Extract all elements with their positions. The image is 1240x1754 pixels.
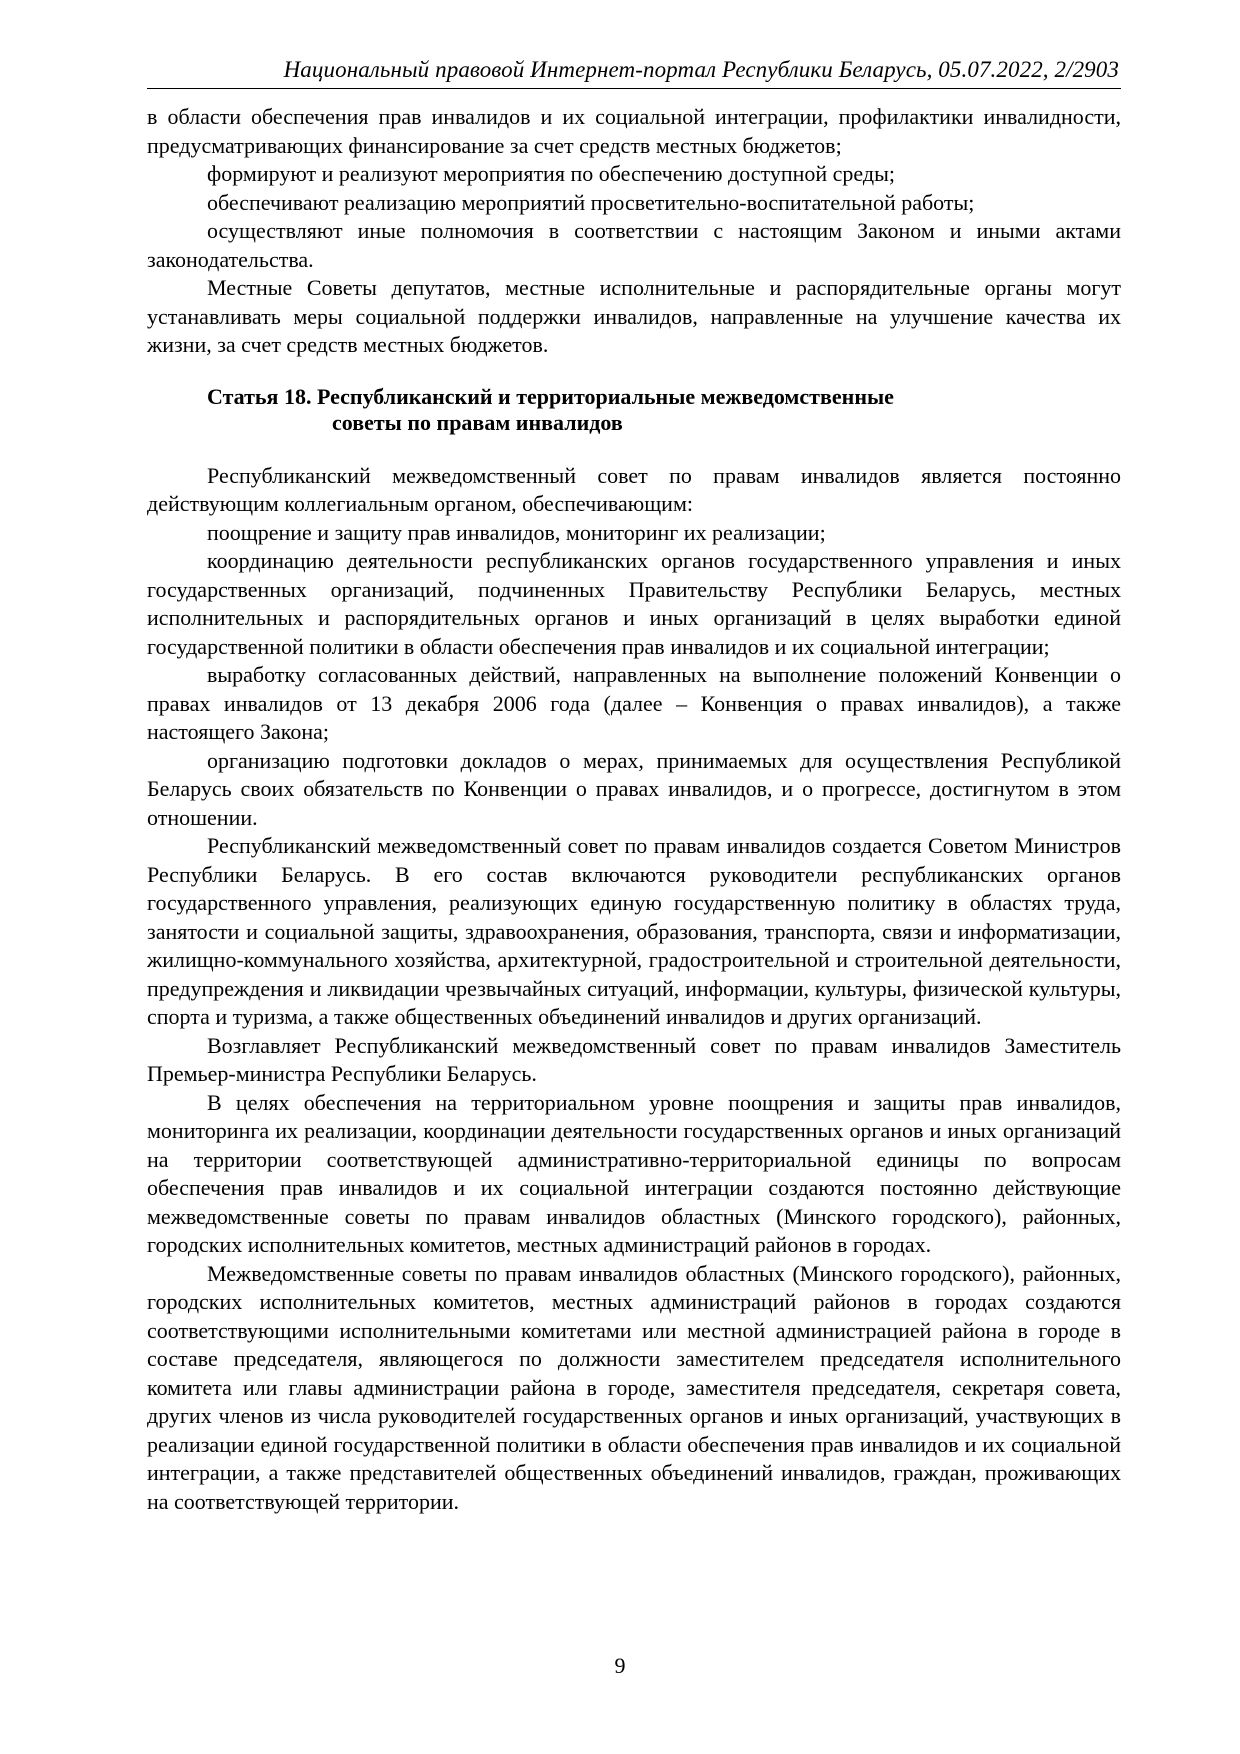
paragraph: выработку согласованных действий, направленных на выполнение положений Конвенции о правах инвалидов от 13 декабря 2006 года (далее – Конвенция о правах инвалидов), а также настоящего Закона; [147, 662, 1121, 744]
paragraph: обеспечивают реализацию мероприятий просветительно-воспитательной работы; [207, 189, 975, 215]
article-title-line-2: советы по правам инвалидов [332, 409, 623, 435]
article-heading [147, 384, 1121, 436]
paragraph: в области обеспечения прав инвалидов и их социальной интеграции, профилактики инвалидности, предусматривающих финансирование за счет средств местных бюджетов; [147, 104, 1121, 158]
paragraph: координацию деятельности республиканских органов государственного управления и иных государственных организаций, подчиненных Правительству Республики Беларусь, местных исполнительных и распорядительных органов и иных организаций в целях выработки единой государственной политики в области обеспечения прав инвалидов и их социальной интеграции; [147, 548, 1121, 659]
header-divider [147, 88, 1121, 89]
paragraph: поощрение и защиту прав инвалидов, мониторинг их реализации; [207, 519, 826, 545]
page-header: Национальный правовой Интернет-портал Республики Беларусь, 05.07.2022, 2/2903 [283, 57, 1119, 82]
paragraph: Республиканский межведомственный совет по правам инвалидов создается Советом Министров Республики Беларусь. В его состав включаются руководители республиканских органов государственного управления, реализующих единую государственную политику в областях труда, занятости и социальной защиты, здравоохранения, образования, транспорта, связи и информатизации, жилищно-коммунального хозяйства, архитектурной, градостроительной и строительной деятельности, предупреждения и ликвидации чрезвычайных ситуаций, информации, культуры, физической культуры, спорта и туризма, а также общественных объединений инвалидов и других организаций. [147, 833, 1121, 1029]
paragraph: В целях обеспечения на территориальном уровне поощрения и защиты прав инвалидов, мониторинга их реализации, координации деятельности государственных органов и иных организаций на территории соответствующей административно-территориальной единицы по вопросам обеспечения прав инвалидов и их социальной интеграции создаются постоянно действующие межведомственные советы по правам инвалидов областных (Минского городского), районных, городских исполнительных комитетов, местных администраций районов в городах. [147, 1089, 1121, 1257]
paragraph: Возглавляет Республиканский межведомственный совет по правам инвалидов Заместитель Премьер-министра Республики Беларусь. [147, 1032, 1121, 1086]
document-body [147, 103, 1121, 1516]
article-title-line-1: Статья 18. Республиканский и территориальные межведомственные [207, 383, 894, 409]
paragraph: осуществляют иные полномочия в соответствии с настоящим Законом и иными актами законодательства. [147, 218, 1121, 272]
paragraph: формируют и реализуют мероприятия по обеспечению доступной среды; [207, 161, 895, 186]
paragraph: организацию подготовки докладов о мерах, принимаемых для осуществления Республикой Беларусь своих обязательств по Конвенции о правах инвалидов, и о прогрессе, достигнутом в этом отношении. [147, 747, 1121, 830]
paragraph: Республиканский межведомственный совет по правам инвалидов является постоянно действующим коллегиальным органом, обеспечивающим: [147, 462, 1121, 516]
paragraph: Местные Советы депутатов, местные исполнительные и распорядительные органы могут устанавливать меры социальной поддержки инвалидов, направленные на улучшение качества их жизни, за счет средств местных бюджетов. [147, 275, 1121, 357]
paragraph: Межведомственные советы по правам инвалидов областных (Минского городского), районных, городских исполнительных комитетов, местных администраций районов в городах создаются соответствующими исполнительными комитетами или местной администрацией района в городе в составе председателя, являющегося по должности заместителем председателя исполнительного комитета или главы администрации района в городе, заместителя председателя, секретаря совета, других членов из числа руководителей государственных органов и иных организаций, участвующих в реализации единой государственной политики в области обеспечения прав инвалидов и их социальной интеграции, а также представителей общественных объединений инвалидов, граждан, проживающих на соответствующей территории. [147, 1260, 1121, 1514]
page-number: 9 [614, 1653, 626, 1678]
